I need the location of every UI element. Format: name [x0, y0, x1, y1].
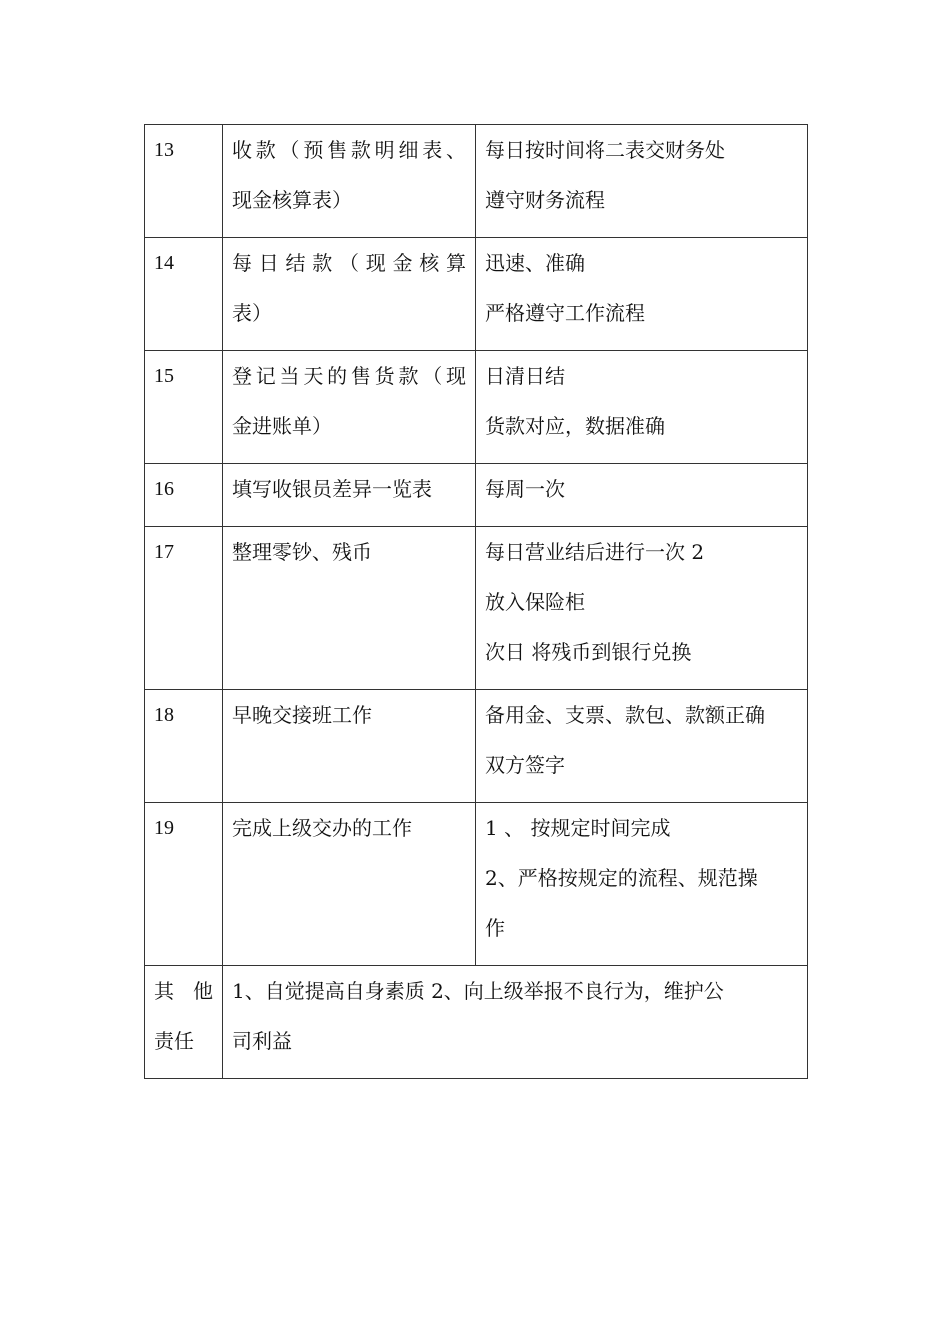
task-line: 表）	[232, 301, 272, 325]
standard-line: 货款对应，数据准确	[485, 414, 665, 438]
task-cell	[223, 803, 476, 966]
standard-cell	[476, 803, 808, 966]
standard-line: 作	[485, 916, 505, 940]
task-line: 填写收银员差异一览表	[232, 477, 432, 501]
task-line: 早晚交接班工作	[232, 703, 372, 727]
standard-line: 严格遵守工作流程	[485, 301, 645, 325]
other-content-cell	[223, 966, 808, 1079]
table-row	[145, 125, 808, 238]
standard-line: 遵守财务流程	[485, 188, 605, 212]
table-row	[145, 690, 808, 803]
standard-line: 1 、 按规定时间完成	[485, 816, 671, 840]
table-row	[145, 351, 808, 464]
task-line: 整理零钞、残币	[232, 540, 372, 564]
task-line: 收款（预售款明细表、	[232, 138, 466, 162]
row-number: 13	[145, 125, 223, 238]
task-line: 金进账单）	[232, 414, 332, 438]
task-cell	[223, 690, 476, 803]
task-cell	[223, 238, 476, 351]
task-line: 每日结款（现金核算	[232, 251, 466, 275]
standard-cell	[476, 238, 808, 351]
other-content-line: 1、自觉提高自身素质 2、向上级举报不良行为，维护公	[232, 979, 724, 1003]
other-label-line: 责任	[154, 1029, 194, 1053]
standard-line: 每周一次	[485, 477, 565, 501]
standard-line: 每日按时间将二表交财务处	[485, 138, 725, 162]
standard-line: 次日 将残币到银行兑换	[485, 640, 692, 664]
table-row	[145, 803, 808, 966]
standard-line: 日清日结	[485, 364, 565, 388]
other-label-line: 其他	[154, 979, 213, 1003]
task-line: 现金核算表）	[232, 188, 352, 212]
standard-line: 2、严格按规定的流程、规范操	[485, 866, 758, 890]
standard-cell	[476, 351, 808, 464]
standard-line: 放入保险柜	[485, 590, 585, 614]
task-line: 完成上级交办的工作	[232, 816, 412, 840]
other-content-line: 司利益	[232, 1029, 292, 1053]
row-number: 14	[145, 238, 223, 351]
row-number: 17	[145, 527, 223, 690]
table-row	[145, 464, 808, 527]
duty-table	[144, 124, 808, 1079]
other-responsibilities-row	[145, 966, 808, 1079]
table-row	[145, 238, 808, 351]
other-label-cell	[145, 966, 223, 1079]
standard-line: 双方签字	[485, 753, 565, 777]
task-cell	[223, 351, 476, 464]
standard-cell	[476, 125, 808, 238]
standard-cell	[476, 527, 808, 690]
task-line: 登记当天的售货款（现	[232, 364, 466, 388]
standard-line: 每日营业结后进行一次 2	[485, 540, 705, 564]
task-cell	[223, 527, 476, 690]
standard-line: 迅速、准确	[485, 251, 585, 275]
row-number: 19	[145, 803, 223, 966]
row-number: 15	[145, 351, 223, 464]
table-row	[145, 527, 808, 690]
row-number: 18	[145, 690, 223, 803]
standard-line: 备用金、支票、款包、款额正确	[485, 703, 765, 727]
standard-cell	[476, 464, 808, 527]
standard-cell	[476, 690, 808, 803]
task-cell	[223, 125, 476, 238]
task-cell	[223, 464, 476, 527]
row-number: 16	[145, 464, 223, 527]
